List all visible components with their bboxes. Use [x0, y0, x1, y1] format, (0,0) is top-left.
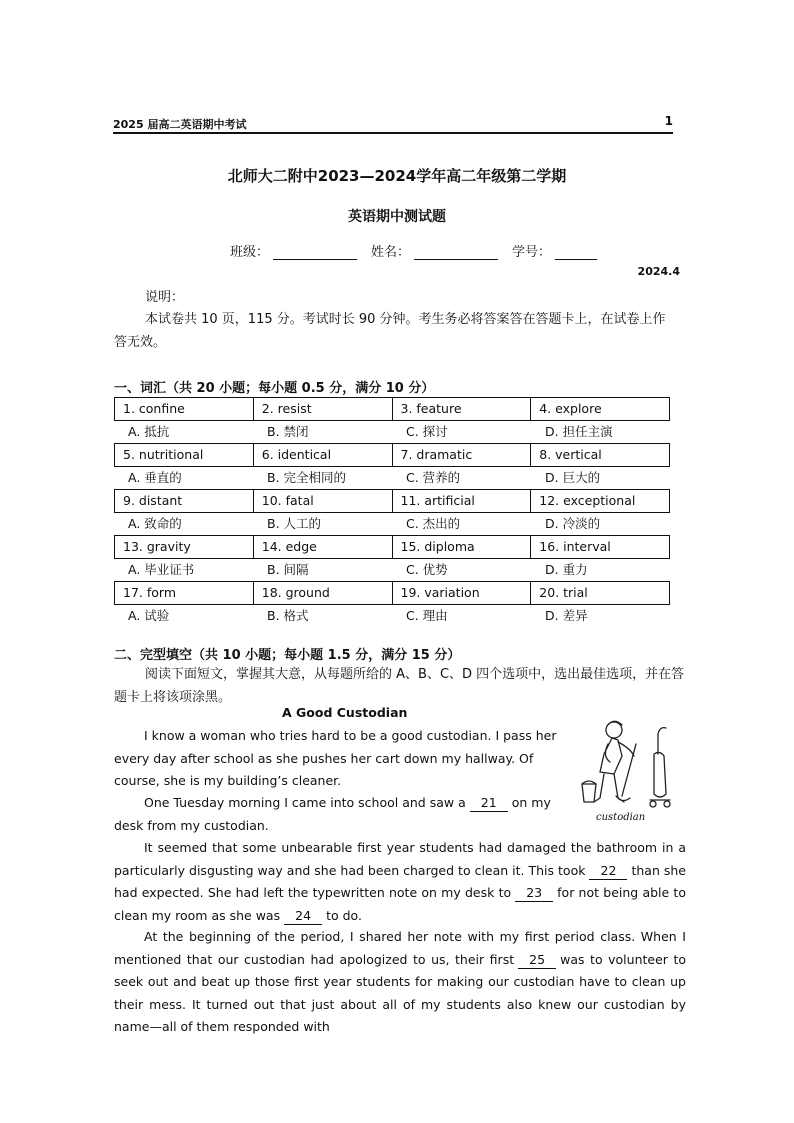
vocab-word-row: [114, 489, 670, 513]
student-id-field[interactable]: [555, 245, 597, 260]
vocab-word: 20. trial: [539, 585, 588, 600]
vocab-word: 6. identical: [254, 444, 393, 466]
vocab-word: 10. fatal: [254, 490, 393, 512]
student-id-label: 学号：: [512, 245, 552, 260]
vocab-option: D. 差异: [545, 608, 588, 623]
vocab-word: 19. variation: [393, 582, 532, 604]
story-text: for not being able to clean my room as she was: [114, 885, 686, 923]
vocab-word: 3. feature: [393, 398, 532, 420]
section2-title: 二、完型填空（共 10 小题；每小题 1.5 分，满分 15 分）: [114, 648, 461, 663]
vocab-option: D. 担任主演: [545, 424, 613, 439]
vocab-option: C. 营养的: [406, 470, 461, 485]
vocab-option: C. 理由: [406, 608, 448, 623]
vocab-option: A. 抵抗: [128, 424, 170, 439]
vocab-word: 2. resist: [254, 398, 393, 420]
section1-title: 一、词汇（共 20 小题；每小题 0.5 分，满分 10 分）: [114, 381, 435, 396]
name-label: 姓名：: [371, 245, 411, 260]
vocab-word: 15. diploma: [393, 536, 532, 558]
vocab-word-row: [114, 535, 670, 559]
page-number: 1: [664, 114, 673, 128]
story-paragraph-3: [114, 837, 686, 927]
vocab-option: D. 巨大的: [545, 470, 601, 485]
vocab-word-row: [114, 443, 670, 467]
vocab-option-row: [114, 421, 670, 443]
instructions-title: 说明：: [145, 290, 185, 305]
vocab-option: B. 间隔: [267, 562, 309, 577]
vocab-option: B. 禁闭: [267, 424, 309, 439]
name-field[interactable]: [414, 245, 498, 260]
vocab-word: 12. exceptional: [539, 493, 636, 508]
vocab-word: 18. ground: [254, 582, 393, 604]
section2-instructions: 阅读下面短文，掌握其大意，从每题所给的 A、B、C、D 四个选项中，选出最佳选项，并在答题卡上将该项涂黑。: [114, 667, 685, 705]
figure-caption: custodian: [596, 812, 646, 823]
vocab-option-row: [114, 559, 670, 581]
class-label: 班级：: [230, 245, 270, 260]
vocab-option: A. 致命的: [128, 516, 182, 531]
vocab-option: D. 重力: [545, 562, 588, 577]
story-paragraph-4: [114, 926, 686, 1039]
vocab-option: A. 试验: [128, 608, 170, 623]
vocab-option: B. 完全相同的: [267, 470, 347, 485]
vocab-word-row: [114, 397, 670, 421]
vocab-word: 7. dramatic: [393, 444, 532, 466]
vocab-option: B. 格式: [267, 608, 309, 623]
vocab-word: 16. interval: [539, 539, 611, 554]
header-exam-name: 2025 届高二英语期中考试: [113, 118, 247, 131]
cloze-blank-23: 23: [515, 885, 553, 902]
exam-date: 2024.4: [637, 265, 680, 278]
vocab-word: 8. vertical: [539, 447, 602, 462]
story-text: than she had expected. She had left the typewritten note on my desk to: [114, 862, 686, 900]
vocab-option-row: [114, 467, 670, 489]
cloze-blank-22: 22: [589, 863, 627, 880]
page-header: [113, 114, 673, 134]
vocab-option: C. 杰出的: [406, 516, 461, 531]
story-title: A Good Custodian: [282, 705, 408, 720]
vocab-word: 1. confine: [115, 398, 254, 420]
story-text: One Tuesday morning I came into school and saw a: [144, 795, 466, 810]
exam-subtitle: 英语期中测试题: [348, 209, 446, 225]
vocabulary-table: [114, 397, 670, 627]
instructions-body: 本试卷共 10 页，115 分。考试时长 90 分钟。考生务必将答案答在答题卡上，在试卷上作答无效。: [114, 312, 666, 350]
story-paragraph-2: [114, 792, 559, 837]
vocab-option: C. 优势: [406, 562, 448, 577]
cloze-blank-21: 21: [470, 795, 508, 812]
exam-title: 北师大二附中2023—2024学年高二年级第二学期: [227, 167, 567, 185]
story-text: It seemed that some unbearable first year students had damaged the bathroom in a particularly disgusting way and she had been charged to clean it. This took: [114, 840, 686, 878]
story-text: was to volunteer to seek out and beat up those first year students for making our custodian have to clean up their mess. It turned out that just about all of my students also knew our custodian by name—all of them responded with: [114, 951, 686, 1034]
vocab-word: 14. edge: [254, 536, 393, 558]
story-text: on my desk from my custodian.: [114, 795, 551, 833]
vocab-option: B. 人工的: [267, 516, 322, 531]
story-paragraph-1: I know a woman who tries hard to be a good custodian. I pass her every day after school as she pushes her cart down my hallway. Of course, she is my building’s cleaner.: [114, 728, 557, 788]
vocab-word: 13. gravity: [115, 536, 254, 558]
student-info-row: [230, 241, 611, 260]
vocab-option-row: [114, 605, 670, 627]
cloze-blank-25: 25: [518, 952, 556, 969]
cloze-blank-24: 24: [284, 908, 322, 925]
class-field[interactable]: [273, 245, 357, 260]
vocab-option: C. 探讨: [406, 424, 448, 439]
vocab-word: 4. explore: [539, 401, 602, 416]
vocab-option: A. 垂直的: [128, 470, 182, 485]
custodian-illustration: [574, 714, 678, 814]
vocab-word: 5. nutritional: [115, 444, 254, 466]
vocab-word-row: [114, 581, 670, 605]
vocab-word: 11. artificial: [393, 490, 532, 512]
vocab-word: 17. form: [115, 582, 254, 604]
vocab-option: D. 冷淡的: [545, 516, 601, 531]
vocab-option-row: [114, 513, 670, 535]
story-text: At the beginning of the period, I shared her note with my first period class. When I mentioned that our custodian had apologized to us, their first: [114, 929, 686, 967]
vocab-option: A. 毕业证书: [128, 562, 195, 577]
vocab-word: 9. distant: [115, 490, 254, 512]
story-text: to do.: [326, 907, 362, 923]
